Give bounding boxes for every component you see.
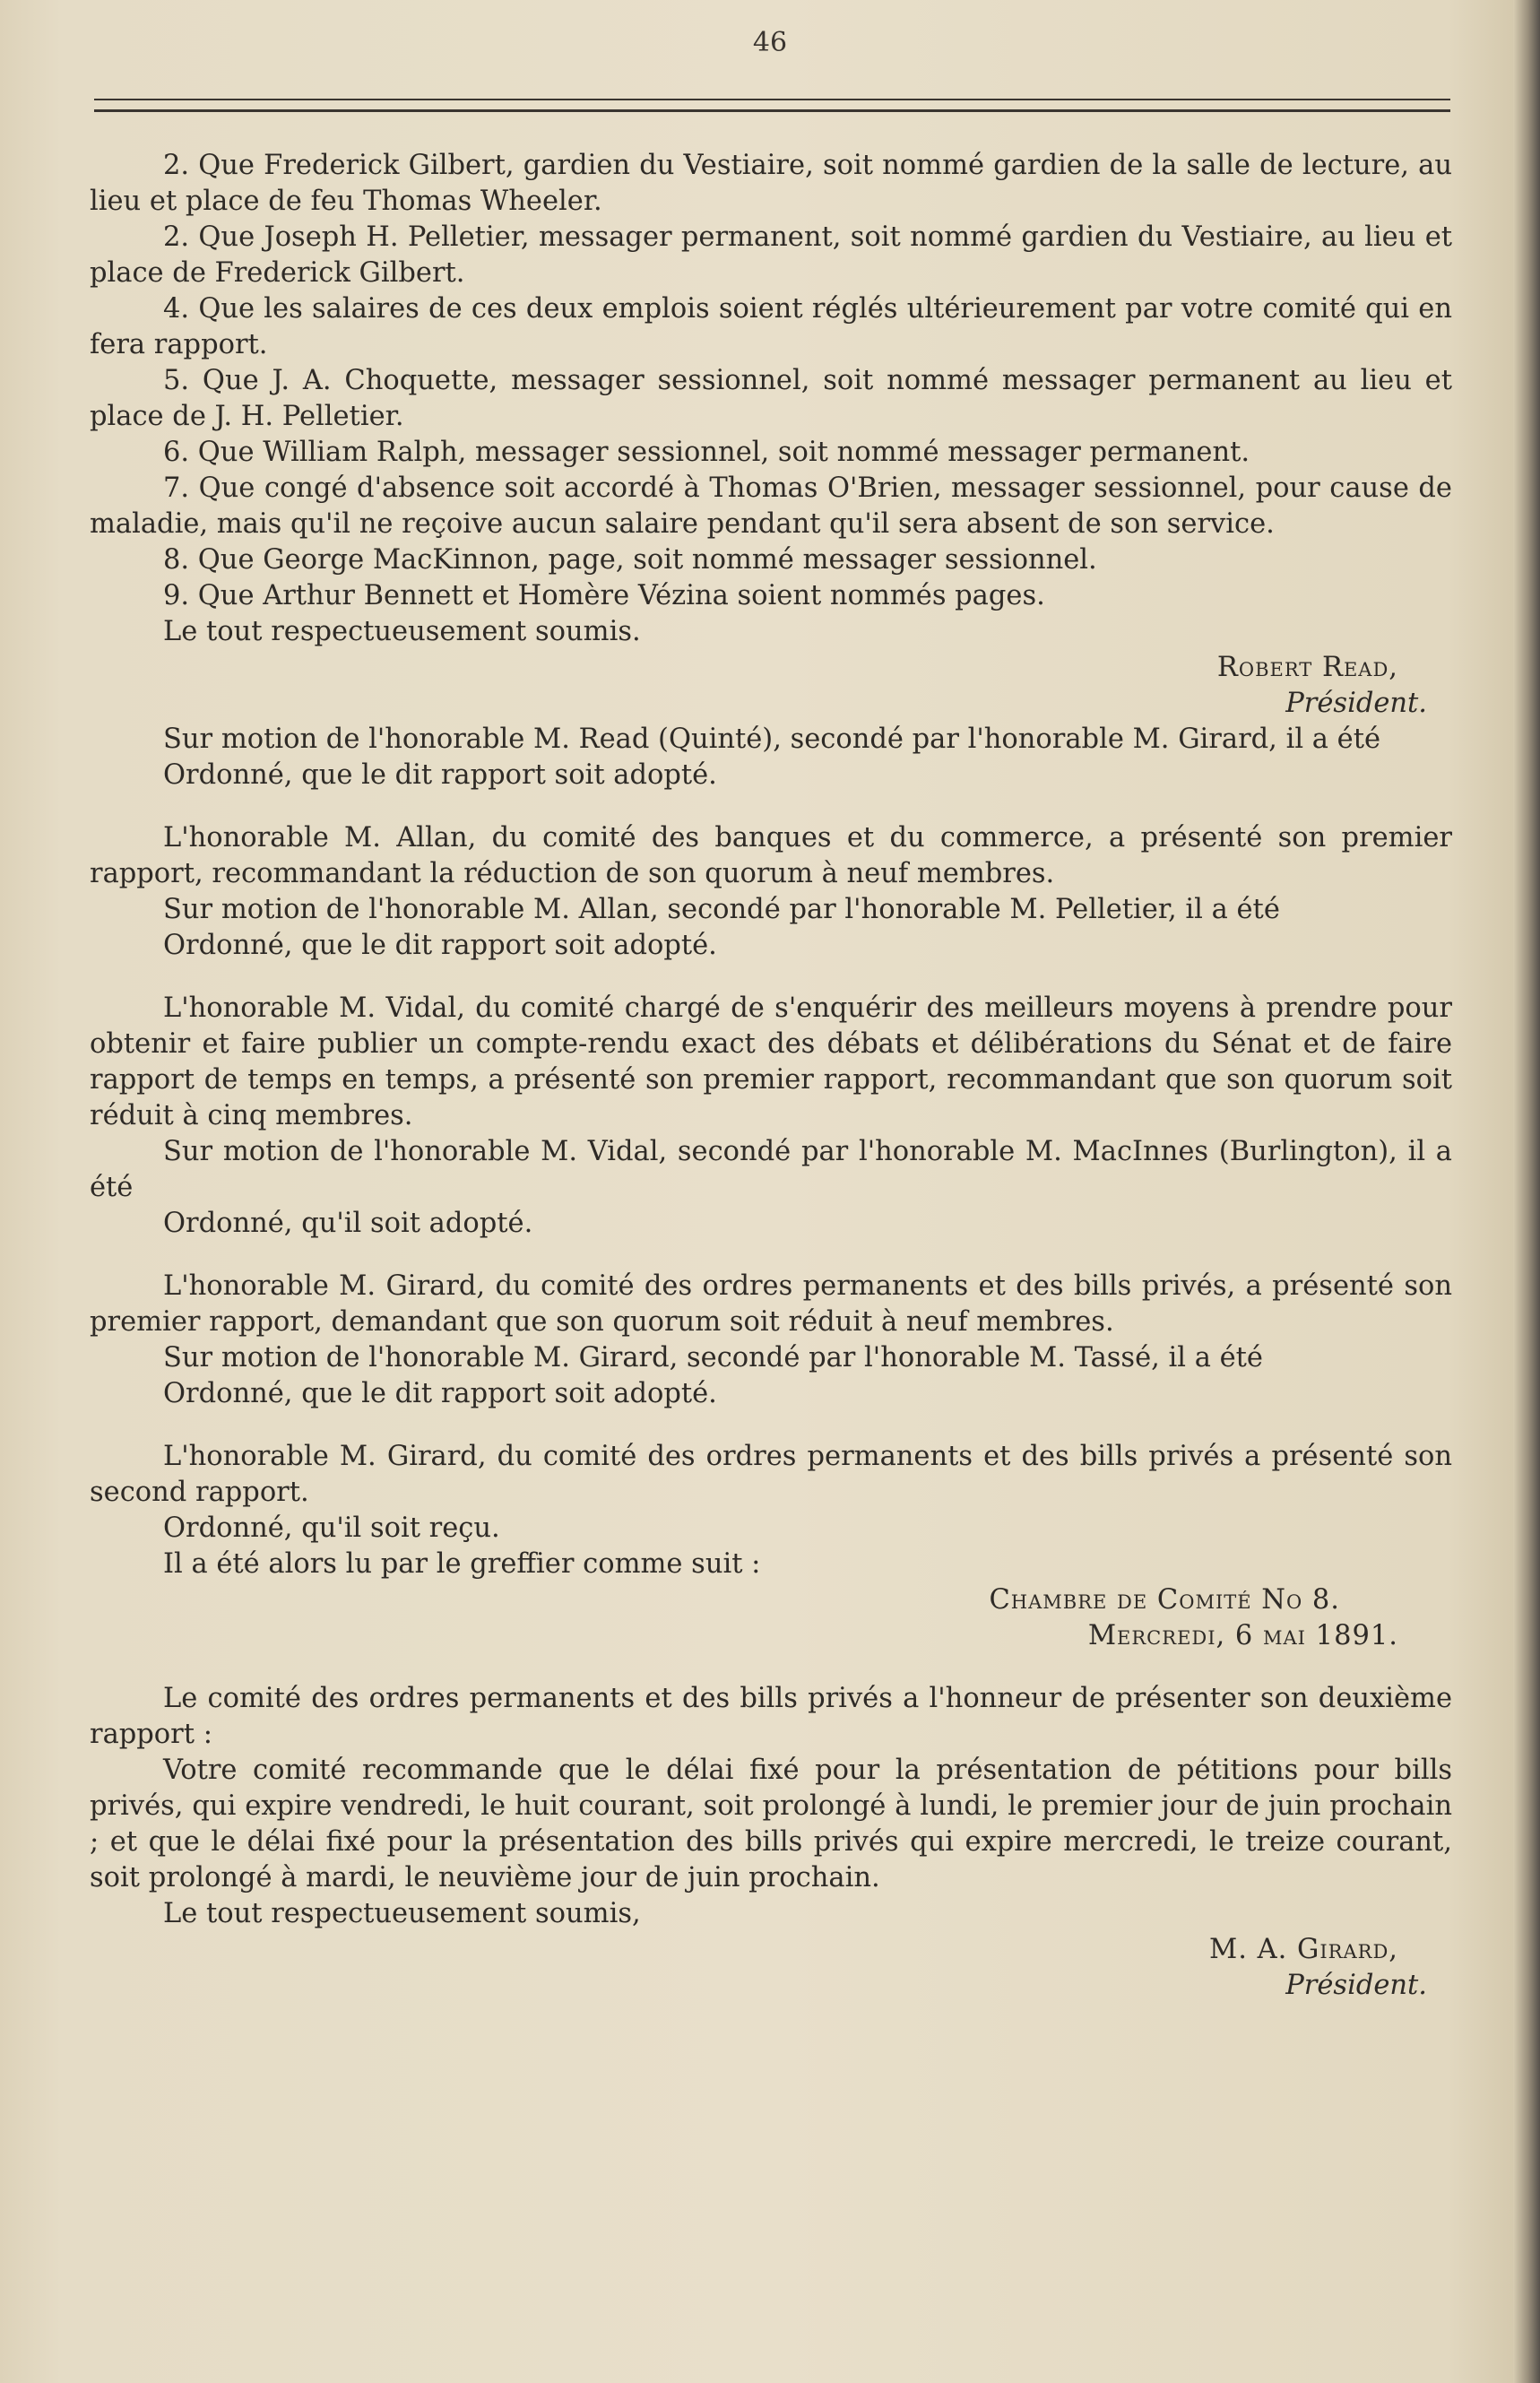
- report-paragraph: L'honorable M. Vidal, du comité chargé de s'enquérir des meilleurs moyens à prendre pour obtenir et faire publier un compte-rendu exact des débats et délibérations du Sénat et de faire rapport de temps en temps, a présenté son premier rapport, recommandant que son quorum soit réduit à cinq membres.: [90, 992, 1452, 1131]
- report-paragraph: L'honorable M. Girard, du comité des ordres permanents et des bills privés a présenté son second rapport.: [90, 1441, 1452, 1508]
- signature-title: Président.: [1285, 688, 1427, 719]
- signature-name: M. A. Girard,: [1208, 1934, 1398, 1965]
- page-number: 46: [752, 27, 788, 58]
- paragraph: 4. Que les salaires de ces deux emplois soient réglés ultérieurement par votre comité qui en fera rapport.: [90, 293, 1452, 360]
- signature-name: Robert Read,: [1216, 652, 1398, 683]
- paragraph: 8. Que George MacKinnon, page, soit nommé messager sessionnel.: [163, 544, 1097, 576]
- order-paragraph: Ordonné, qu'il soit adopté.: [163, 1208, 533, 1239]
- motion-paragraph: Sur motion de l'honorable M. Read (Quinté), secondé par l'honorable M. Girard, il a été: [163, 724, 1381, 755]
- report-paragraph: L'honorable M. Allan, du comité des banques et du commerce, a présenté son premier rapport, recommandant la réduction de son quorum à neuf membres.: [90, 822, 1452, 889]
- paragraph: 5. Que J. A. Choquette, messager sessionnel, soit nommé messager permanent au lieu et place de J. H. Pelletier.: [90, 365, 1452, 432]
- paragraph: 6. Que William Ralph, messager sessionnel, soit nommé messager permanent.: [163, 437, 1250, 468]
- report-text: Le comité des ordres permanents et des bills privés a l'honneur de présenter son deuxième rapport :: [90, 1683, 1452, 1750]
- order-paragraph: Ordonné, que le dit rapport soit adopté.: [163, 930, 717, 961]
- motion-paragraph: Sur motion de l'honorable M. Vidal, secondé par l'honorable M. MacInnes (Burlington), il a été: [90, 1136, 1452, 1203]
- paragraph: 2. Que Frederick Gilbert, gardien du Vestiaire, soit nommé gardien de la salle de lecture, au lieu et place de feu Thomas Wheeler.: [90, 150, 1452, 217]
- motion-paragraph: Sur motion de l'honorable M. Girard, secondé par l'honorable M. Tassé, il a été: [163, 1342, 1263, 1373]
- paragraph: 2. Que Joseph H. Pelletier, messager permanent, soit nommé gardien du Vestiaire, au lieu et place de Frederick Gilbert.: [90, 221, 1452, 289]
- paragraph: Le tout respectueusement soumis.: [163, 616, 641, 647]
- document-body: [90, 148, 1452, 2004]
- page-binding-edge: [1513, 0, 1540, 2383]
- report-text: Le tout respectueusement soumis,: [163, 1898, 641, 1929]
- motion-paragraph: Sur motion de l'honorable M. Allan, secondé par l'honorable M. Pelletier, il a été: [163, 894, 1280, 925]
- report-room: Chambre de Comité No 8.: [989, 1584, 1340, 1616]
- paragraph: 7. Que congé d'absence soit accordé à Thomas O'Brien, messager sessionnel, pour cause de maladie, mais qu'il ne reçoive aucun salaire pendant qu'il sera absent de son service.: [90, 472, 1452, 540]
- report-date: Mercredi, 6 mai 1891.: [1087, 1620, 1398, 1651]
- reading-paragraph: Il a été alors lu par le greffier comme suit :: [163, 1548, 761, 1580]
- signature-title: Président.: [1285, 1970, 1427, 2001]
- header-rule-bottom: [94, 109, 1450, 112]
- paragraph: 9. Que Arthur Bennett et Homère Vézina soient nommés pages.: [163, 580, 1045, 611]
- report-text: Votre comité recommande que le délai fixé pour la présentation de pétitions pour bills privés, qui expire vendredi, le huit courant, soit prolongé à lundi, le premier jour de juin prochain ; et que le délai fixé pour la présentation des bills privés qui expire mercredi, le treize courant, soit prolongé à mardi, le neuvième jour de juin prochain.: [90, 1755, 1452, 1893]
- header-rule-top: [94, 99, 1450, 100]
- report-paragraph: L'honorable M. Girard, du comité des ordres permanents et des bills privés, a présenté son premier rapport, demandant que son quorum soit réduit à neuf membres.: [90, 1270, 1452, 1338]
- order-paragraph: Ordonné, que le dit rapport soit adopté.: [163, 1378, 717, 1409]
- order-paragraph: Ordonné, qu'il soit reçu.: [163, 1512, 500, 1544]
- order-paragraph: Ordonné, que le dit rapport soit adopté.: [163, 759, 717, 791]
